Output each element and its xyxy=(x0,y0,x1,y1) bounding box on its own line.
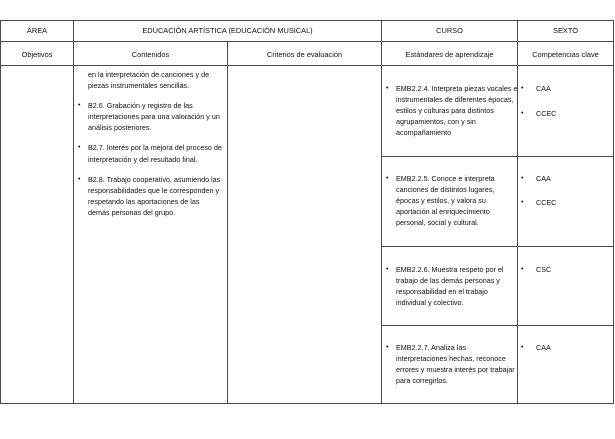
standard-divider-3 xyxy=(382,325,614,326)
contenido-item: • B2.8. Trabajo cooperativo, asumiendo las responsabilidades que le corresponden y respetando las aportaciones de las demás personas del grupo. xyxy=(78,174,221,217)
competencia-tag: • CCEC xyxy=(521,109,557,118)
competencia-tag: • CAA xyxy=(521,174,551,183)
header-row-divider xyxy=(0,41,614,42)
curso-value: SEXTO xyxy=(553,26,578,35)
table-bottom-border xyxy=(0,403,614,404)
competencia-tag: • CSC xyxy=(521,265,552,274)
competencia-tag: • CCEC xyxy=(521,198,557,207)
contenidos-list xyxy=(78,69,222,227)
contenidos-header: Contenidos xyxy=(131,50,170,59)
objetivos-divider xyxy=(73,20,74,404)
objetivos-header: Objetivos xyxy=(21,50,53,59)
bullet-icon: • xyxy=(386,344,389,351)
bullet-icon: • xyxy=(521,85,524,92)
standard-item: • EMB2.2.6. Muestra respeto por el trabajo de las demás personas y responsabilidad en el trabajo individual y colectivo. xyxy=(386,265,504,308)
curriculum-table xyxy=(0,20,614,404)
bullet-icon: • xyxy=(386,85,389,92)
competencia-tag: • CAA xyxy=(521,84,551,93)
bullet-icon: • xyxy=(386,266,389,273)
bullet-icon: • xyxy=(521,110,524,117)
standard-divider-1 xyxy=(382,156,614,157)
estandares-header: Estándares de aprendizaje xyxy=(405,50,494,59)
column-header-divider xyxy=(0,65,614,66)
table-right-border xyxy=(613,20,614,404)
bullet-icon: • xyxy=(521,175,524,182)
bullet-icon: • xyxy=(78,102,81,110)
area-value: EDUCACIÓN ARTÍSTICA (EDUCACIÓN MUSICAL) xyxy=(142,26,313,35)
curso-label: CURSO xyxy=(436,26,463,35)
criterios-header: Criterios de evaluación xyxy=(266,50,343,59)
bullet-icon: • xyxy=(521,199,524,206)
standard-divider-2 xyxy=(382,246,614,247)
criterios-divider xyxy=(381,20,382,404)
standard-item: • EMB2.2.7. Analiza las interpretaciones hechas, reconoce errores y muestra interés por trabajar para corregirlos. xyxy=(386,343,515,386)
standard-item: • EMB2.2.4. Interpreta piezas vocales e instrumentales de diferentes épocas, estilos y culturas para distintos agrupamientos, con y sin acompañamiento xyxy=(386,84,518,138)
standard-item: • EMB2.2.5. Conoce e interpreta canciones de distintos lugares, épocas y estilos, y valora su aportación al enriquecimiento personal, social y cultural. xyxy=(386,174,495,228)
contenido-item: • B2.7. Interés por la mejora del proceso de interpretación y del resultado final. xyxy=(78,143,222,164)
table-top-border xyxy=(0,20,614,21)
contenidos-divider xyxy=(227,41,228,404)
bullet-icon: • xyxy=(78,144,81,152)
bullet-icon: • xyxy=(521,266,524,273)
contenido-item: • B2.6. Grabación y registro de las interpretaciones para una valoración y un análisis posteriores. xyxy=(78,101,220,133)
bullet-icon: • xyxy=(386,175,389,182)
bullet-icon: • xyxy=(521,344,524,351)
competencias-header: Competencias clave xyxy=(532,50,599,59)
contenido-item: en la interpretación de canciones y de piezas instrumentales sencillas. xyxy=(88,70,210,91)
table-left-border xyxy=(0,20,1,404)
competencia-tag: • CAA xyxy=(521,343,551,352)
area-label: ÁREA xyxy=(26,26,48,35)
bullet-icon: • xyxy=(78,175,81,183)
